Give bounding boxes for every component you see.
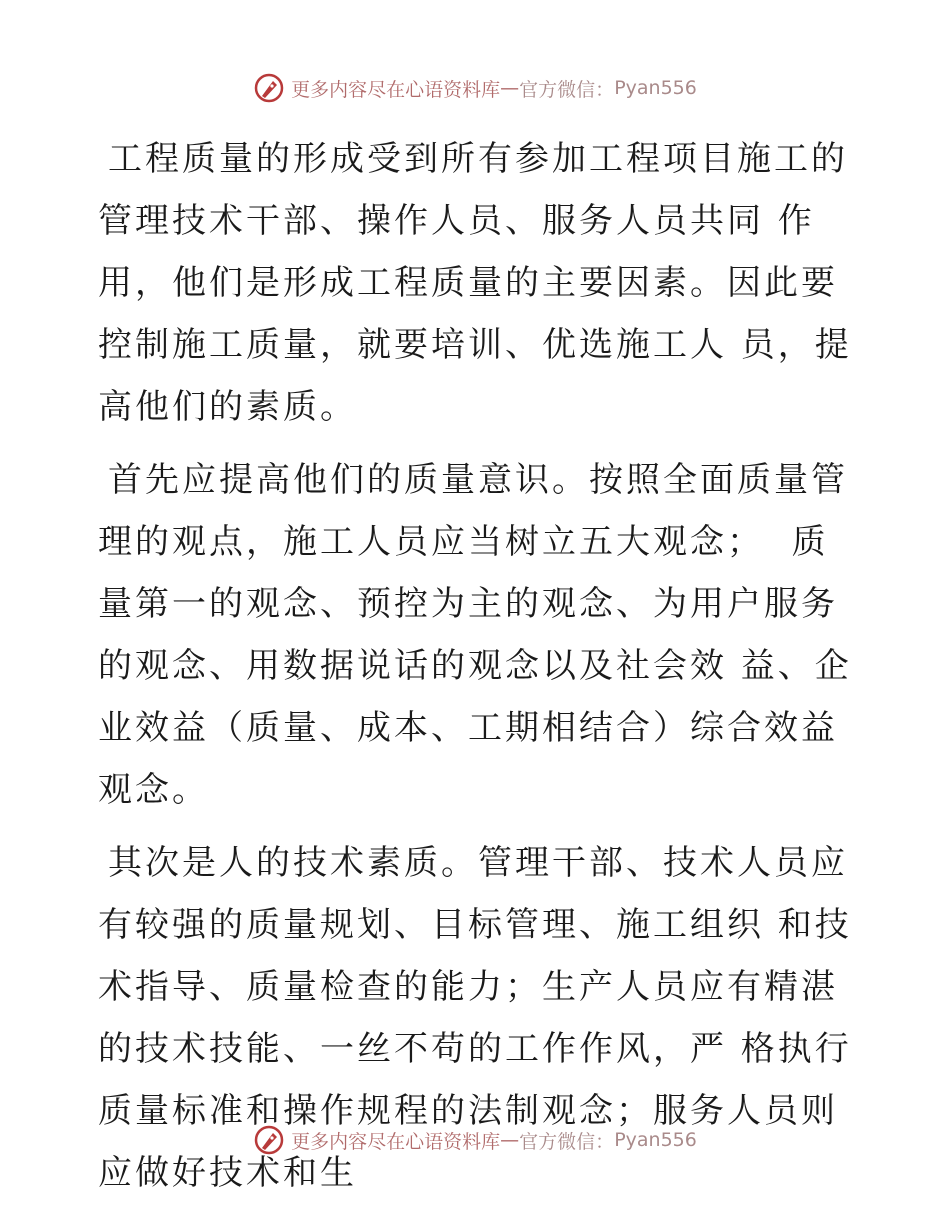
header-banner[interactable]	[0, 72, 950, 104]
paragraph-2: 首先应提高他们的质量意识。按照全面质量管理的观点，施工人员应当树立五大观念； 质量第一的观念、预控为主的观念、为用户服务的观念、用数据说话的观念以及社会效 益、企业效益（质量、成本、工期相结合）综合效益观念。	[98, 460, 852, 810]
footer-wechat-id: Pyan556	[614, 1129, 697, 1151]
header-separator: —	[500, 77, 520, 99]
footer-banner[interactable]	[0, 1124, 950, 1156]
header-link-text[interactable]: 更多内容尽在心语资料库	[291, 78, 501, 101]
header-wechat-id: Pyan556	[614, 77, 697, 99]
paragraph-1: 工程质量的形成受到所有参加工程项目施工的管理技术干部、操作人员、服务人员共同 作用，他们是形成工程质量的主要因素。因此要控制施工质量，就要培训、优选施工人 员，提高他们的素质。	[98, 139, 852, 427]
footer-link-text[interactable]: 更多内容尽在心语资料库	[291, 1130, 501, 1153]
pen-nib-logo-icon	[253, 1124, 285, 1156]
document-body	[98, 128, 858, 1215]
header-wechat-label: 官方微信：	[519, 78, 615, 101]
footer-separator: —	[500, 1129, 520, 1151]
paragraph-3: 其次是人的技术素质。管理干部、技术人员应有较强的质量规划、目标管理、施工组织 和技术指导、质量检查的能力；生产人员应有精湛的技术技能、一丝不苟的工作作风，严 格执行质量标准和操作规程的法制观念；服务人员则应做好技术和生	[98, 843, 852, 1193]
footer-wechat-label: 官方微信：	[519, 1130, 615, 1153]
pen-nib-logo-icon	[253, 72, 285, 104]
